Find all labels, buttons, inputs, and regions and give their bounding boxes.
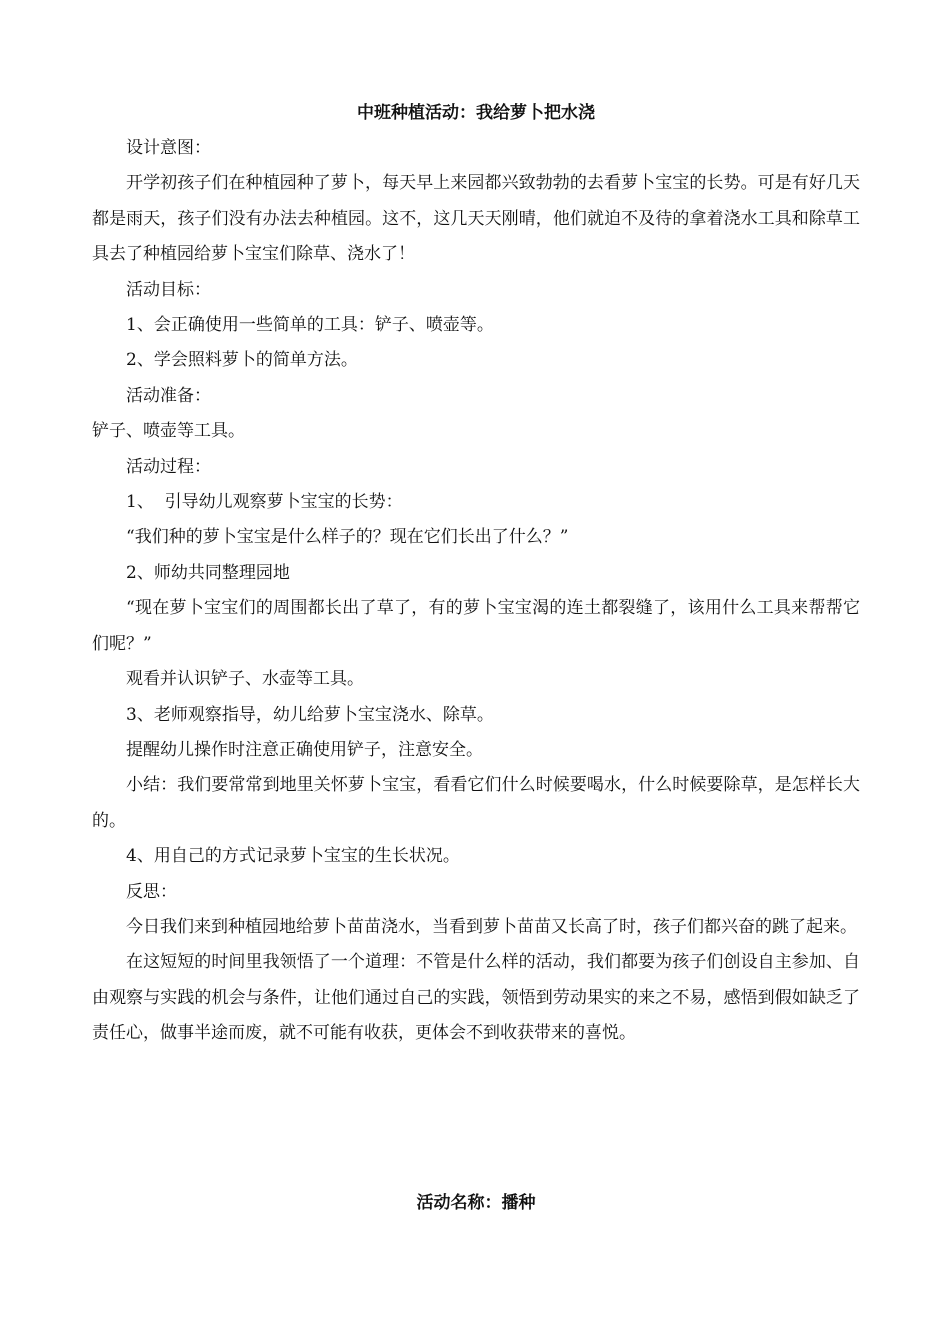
- paragraph-design-intent: 开学初孩子们在种植园种了萝卜，每天早上来园都兴致勃勃的去看萝卜宝宝的长势。可是有好几天都是雨天，孩子们没有办法去种植园。这不，这几天天刚晴，他们就迫不及待的拿着浇水工具和除草工具去了种植园给萝卜宝宝们除草、浇水了！: [92, 173, 860, 265]
- paragraph-summary: 小结：我们要常常到地里关怀萝卜宝宝，看看它们什么时候要喝水，什么时候要除草，是怎样长大的。: [92, 775, 860, 831]
- process-step-3: 3、老师观察指导，幼儿给萝卜宝宝浇水、除草。: [126, 704, 494, 725]
- section-heading-reflection: 反思：: [126, 881, 177, 902]
- process-step-4: 4、用自己的方式记录萝卜宝宝的生长状况。: [126, 846, 460, 867]
- document-body: [92, 96, 860, 1052]
- section-heading-design-intent: 设计意图：: [126, 138, 211, 158]
- process-step-2: 2、师幼共同整理园地: [126, 562, 290, 583]
- paragraph-reflection-1: 今日我们来到种植园地给萝卜苗苗浇水，当看到萝卜苗苗又长高了时，孩子们都兴奋的跳了起来。: [126, 916, 857, 937]
- document-title: 中班种植活动：我给萝卜把水浇: [357, 103, 595, 123]
- paragraph-observe-tools: 观看并认识铲子、水壶等工具。: [126, 669, 364, 690]
- quote-2: “现在萝卜宝宝们的周围都长出了草了，有的萝卜宝宝渴的连土都裂缝了，该用什么工具来帮帮它们呢？”: [92, 598, 860, 654]
- section-heading-process: 活动过程：: [126, 456, 211, 477]
- next-activity-title: 活动名称：播种: [416, 1193, 536, 1213]
- section-heading-goals: 活动目标：: [126, 279, 211, 300]
- paragraph-safety: 提醒幼儿操作时注意正确使用铲子，注意安全。: [126, 739, 483, 760]
- goal-item-2: 2、学会照料萝卜的简单方法。: [126, 350, 358, 371]
- process-step-1: 1、 引导幼儿观察萝卜宝宝的长势：: [126, 492, 403, 513]
- section-heading-preparation: 活动准备：: [126, 385, 211, 406]
- goal-item-1: 1、会正确使用一些简单的工具：铲子、喷壶等。: [126, 315, 494, 336]
- paragraph-reflection-2: 在这短短的时间里我领悟了一个道理：不管是什么样的活动，我们都要为孩子们创设自主参加、自由观察与实践的机会与条件，让他们通过自己的实践，领悟到劳动果实的来之不易，感悟到假如缺乏了责任心，做事半途而废，就不可能有收获，更体会不到收获带来的喜悦。: [92, 952, 860, 1044]
- quote-1: “我们种的萝卜宝宝是什么样子的？现在它们长出了什么？”: [126, 527, 569, 548]
- paragraph-preparation: 铲子、喷壶等工具。: [92, 421, 245, 442]
